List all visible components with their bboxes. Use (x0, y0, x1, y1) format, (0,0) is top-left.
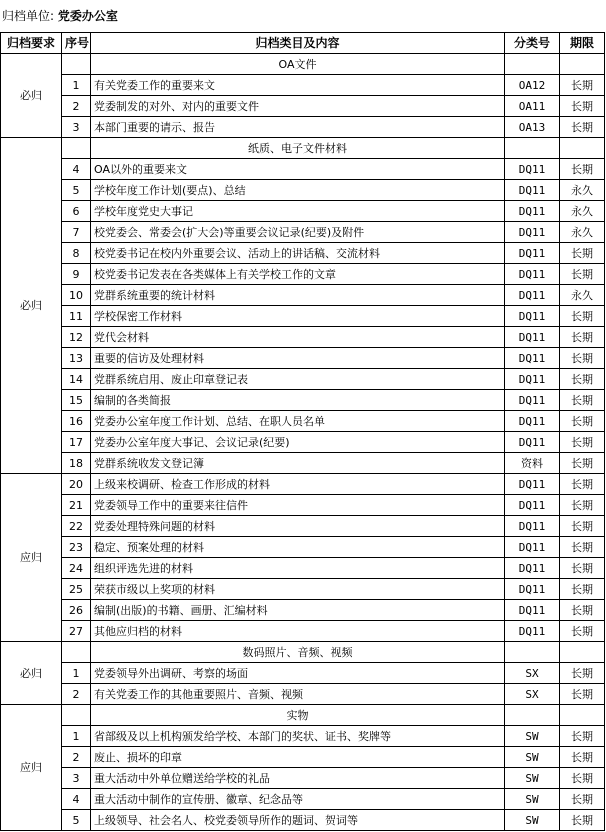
row-content: 荣获市级以上奖项的材料 (91, 579, 505, 600)
row-term: 长期 (560, 453, 605, 474)
row-content: 党委领导外出调研、考察的场面 (91, 663, 505, 684)
row-term: 长期 (560, 75, 605, 96)
col-header-requirement: 归档要求 (1, 33, 62, 54)
col-header-term: 期限 (560, 33, 605, 54)
empty-cell (505, 642, 560, 663)
table-row (1, 264, 605, 285)
table-row (1, 474, 605, 495)
row-term: 长期 (560, 747, 605, 768)
row-code: DQ11 (505, 495, 560, 516)
row-term: 长期 (560, 117, 605, 138)
row-term: 长期 (560, 663, 605, 684)
table-row (1, 516, 605, 537)
table-row (1, 537, 605, 558)
row-number: 26 (62, 600, 91, 621)
row-term: 永久 (560, 222, 605, 243)
row-code: DQ11 (505, 579, 560, 600)
row-content: 党群系统启用、废止印章登记表 (91, 369, 505, 390)
row-term: 长期 (560, 810, 605, 831)
row-code: DQ11 (505, 411, 560, 432)
row-number: 22 (62, 516, 91, 537)
row-content: 其他应归档的材料 (91, 621, 505, 642)
row-content: 校党委书记在校内外重要会议、活动上的讲话稿、交流材料 (91, 243, 505, 264)
row-content: 有关党委工作的重要来文 (91, 75, 505, 96)
row-content: 党代会材料 (91, 327, 505, 348)
table-row (1, 768, 605, 789)
row-content: 上级来校调研、检查工作形成的材料 (91, 474, 505, 495)
row-number: 25 (62, 579, 91, 600)
col-header-code: 分类号 (505, 33, 560, 54)
table-row (1, 369, 605, 390)
table-row (1, 243, 605, 264)
row-term: 长期 (560, 243, 605, 264)
empty-cell (505, 54, 560, 75)
row-number: 3 (62, 117, 91, 138)
unit-label: 归档单位: (2, 9, 55, 23)
row-number: 10 (62, 285, 91, 306)
table-row (1, 810, 605, 831)
row-code: DQ11 (505, 285, 560, 306)
archive-unit-header (0, 0, 606, 32)
table-row (1, 663, 605, 684)
empty-cell (62, 642, 91, 663)
row-content: 校党委会、常委会(扩大会)等重要会议记录(纪要)及附件 (91, 222, 505, 243)
col-header-number: 序号 (62, 33, 91, 54)
table-row (1, 180, 605, 201)
row-term: 长期 (560, 96, 605, 117)
unit-name: 党委办公室 (57, 9, 118, 23)
row-code: SX (505, 684, 560, 705)
row-content: 有关党委工作的其他重要照片、音频、视频 (91, 684, 505, 705)
row-content: 党群系统重要的统计材料 (91, 285, 505, 306)
row-content: 党委制发的对外、对内的重要文件 (91, 96, 505, 117)
row-term: 永久 (560, 180, 605, 201)
row-content: 废止、损坏的印章 (91, 747, 505, 768)
row-number: 27 (62, 621, 91, 642)
row-code: SX (505, 663, 560, 684)
row-code: DQ11 (505, 390, 560, 411)
empty-cell (560, 642, 605, 663)
row-number: 4 (62, 159, 91, 180)
table-row (1, 432, 605, 453)
row-code: OA11 (505, 96, 560, 117)
row-content: 党委领导工作中的重要来往信件 (91, 495, 505, 516)
empty-cell (560, 54, 605, 75)
row-number: 18 (62, 453, 91, 474)
row-number: 13 (62, 348, 91, 369)
requirement-cell: 应归 (1, 705, 62, 831)
table-row (1, 600, 605, 621)
row-code: DQ11 (505, 201, 560, 222)
row-term: 长期 (560, 264, 605, 285)
row-number: 20 (62, 474, 91, 495)
row-number: 11 (62, 306, 91, 327)
table-row (1, 726, 605, 747)
row-content: 党委处理特殊问题的材料 (91, 516, 505, 537)
row-code: DQ11 (505, 432, 560, 453)
row-code: DQ11 (505, 516, 560, 537)
table-row (1, 621, 605, 642)
row-term: 长期 (560, 684, 605, 705)
section-title-row (1, 705, 605, 726)
row-content: OA以外的重要来文 (91, 159, 505, 180)
table-row (1, 390, 605, 411)
requirement-cell: 必归 (1, 642, 62, 705)
row-term: 长期 (560, 327, 605, 348)
table-row (1, 117, 605, 138)
requirement-cell: 必归 (1, 54, 62, 138)
row-content: 校党委书记发表在各类媒体上有关学校工作的文章 (91, 264, 505, 285)
row-number: 12 (62, 327, 91, 348)
row-content: 编制的各类简报 (91, 390, 505, 411)
row-content: 重大活动中外单位赠送给学校的礼品 (91, 768, 505, 789)
row-number: 3 (62, 768, 91, 789)
row-content: 组织评选先进的材料 (91, 558, 505, 579)
table-row (1, 75, 605, 96)
table-row (1, 558, 605, 579)
row-code: SW (505, 810, 560, 831)
table-row (1, 495, 605, 516)
row-term: 长期 (560, 600, 605, 621)
section-title: 实物 (91, 705, 505, 726)
table-row (1, 684, 605, 705)
empty-cell (62, 54, 91, 75)
row-term: 长期 (560, 789, 605, 810)
row-number: 9 (62, 264, 91, 285)
row-content: 党群系统收发文登记簿 (91, 453, 505, 474)
row-content: 重要的信访及处理材料 (91, 348, 505, 369)
table-row (1, 789, 605, 810)
row-code: DQ11 (505, 159, 560, 180)
table-row (1, 327, 605, 348)
row-number: 14 (62, 369, 91, 390)
row-number: 24 (62, 558, 91, 579)
row-code: DQ11 (505, 222, 560, 243)
row-term: 永久 (560, 285, 605, 306)
row-number: 6 (62, 201, 91, 222)
row-content: 重大活动中制作的宣传册、徽章、纪念品等 (91, 789, 505, 810)
table-row (1, 306, 605, 327)
table-row (1, 222, 605, 243)
row-number: 2 (62, 96, 91, 117)
row-content: 学校年度党史大事记 (91, 201, 505, 222)
row-term: 长期 (560, 579, 605, 600)
row-content: 上级领导、社会名人、校党委领导所作的题词、贺词等 (91, 810, 505, 831)
empty-cell (505, 138, 560, 159)
row-content: 编制(出版)的书籍、画册、汇编材料 (91, 600, 505, 621)
archive-table (0, 32, 605, 831)
section-title-row (1, 138, 605, 159)
row-number: 7 (62, 222, 91, 243)
row-code: DQ11 (505, 621, 560, 642)
row-number: 8 (62, 243, 91, 264)
table-body (1, 54, 605, 831)
section-title: 纸质、电子文件材料 (91, 138, 505, 159)
section-title-row (1, 642, 605, 663)
row-term: 永久 (560, 201, 605, 222)
row-code: DQ11 (505, 327, 560, 348)
empty-cell (560, 705, 605, 726)
row-number: 1 (62, 663, 91, 684)
table-header-row (1, 33, 605, 54)
empty-cell (62, 705, 91, 726)
row-term: 长期 (560, 537, 605, 558)
row-number: 1 (62, 75, 91, 96)
row-number: 15 (62, 390, 91, 411)
row-number: 2 (62, 684, 91, 705)
row-code: DQ11 (505, 180, 560, 201)
table-row (1, 411, 605, 432)
row-code: 资料 (505, 453, 560, 474)
row-number: 5 (62, 810, 91, 831)
empty-cell (560, 138, 605, 159)
requirement-cell: 必归 (1, 138, 62, 474)
row-code: DQ11 (505, 558, 560, 579)
row-term: 长期 (560, 306, 605, 327)
table-row (1, 159, 605, 180)
row-term: 长期 (560, 348, 605, 369)
row-code: DQ11 (505, 474, 560, 495)
section-title: OA文件 (91, 54, 505, 75)
row-code: SW (505, 726, 560, 747)
row-content: 本部门重要的请示、报告 (91, 117, 505, 138)
table-row (1, 285, 605, 306)
row-term: 长期 (560, 369, 605, 390)
table-row (1, 747, 605, 768)
row-code: DQ11 (505, 537, 560, 558)
col-header-content: 归档类目及内容 (91, 33, 505, 54)
row-number: 4 (62, 789, 91, 810)
row-code: DQ11 (505, 348, 560, 369)
row-term: 长期 (560, 411, 605, 432)
row-term: 长期 (560, 432, 605, 453)
row-term: 长期 (560, 558, 605, 579)
section-title-row (1, 54, 605, 75)
row-content: 稳定、预案处理的材料 (91, 537, 505, 558)
empty-cell (62, 138, 91, 159)
row-code: DQ11 (505, 600, 560, 621)
row-number: 1 (62, 726, 91, 747)
row-number: 21 (62, 495, 91, 516)
table-row (1, 453, 605, 474)
row-number: 23 (62, 537, 91, 558)
row-code: SW (505, 768, 560, 789)
row-term: 长期 (560, 159, 605, 180)
requirement-cell: 应归 (1, 474, 62, 642)
row-term: 长期 (560, 768, 605, 789)
row-number: 16 (62, 411, 91, 432)
row-content: 党委办公室年度工作计划、总结、在职人员名单 (91, 411, 505, 432)
row-term: 长期 (560, 474, 605, 495)
row-term: 长期 (560, 390, 605, 411)
table-row (1, 201, 605, 222)
row-code: DQ11 (505, 264, 560, 285)
row-content: 学校年度工作计划(要点)、总结 (91, 180, 505, 201)
row-code: DQ11 (505, 243, 560, 264)
row-number: 17 (62, 432, 91, 453)
table-row (1, 579, 605, 600)
row-term: 长期 (560, 495, 605, 516)
row-code: SW (505, 747, 560, 768)
row-content: 学校保密工作材料 (91, 306, 505, 327)
row-code: OA12 (505, 75, 560, 96)
row-code: OA13 (505, 117, 560, 138)
row-number: 5 (62, 180, 91, 201)
table-row (1, 96, 605, 117)
row-content: 党委办公室年度大事记、会议记录(纪要) (91, 432, 505, 453)
empty-cell (505, 705, 560, 726)
table-row (1, 348, 605, 369)
row-term: 长期 (560, 621, 605, 642)
row-term: 长期 (560, 726, 605, 747)
section-title: 数码照片、音频、视频 (91, 642, 505, 663)
row-content: 省部级及以上机构颁发给学校、本部门的奖状、证书、奖牌等 (91, 726, 505, 747)
row-code: SW (505, 789, 560, 810)
row-code: DQ11 (505, 306, 560, 327)
row-number: 2 (62, 747, 91, 768)
row-code: DQ11 (505, 369, 560, 390)
row-term: 长期 (560, 516, 605, 537)
